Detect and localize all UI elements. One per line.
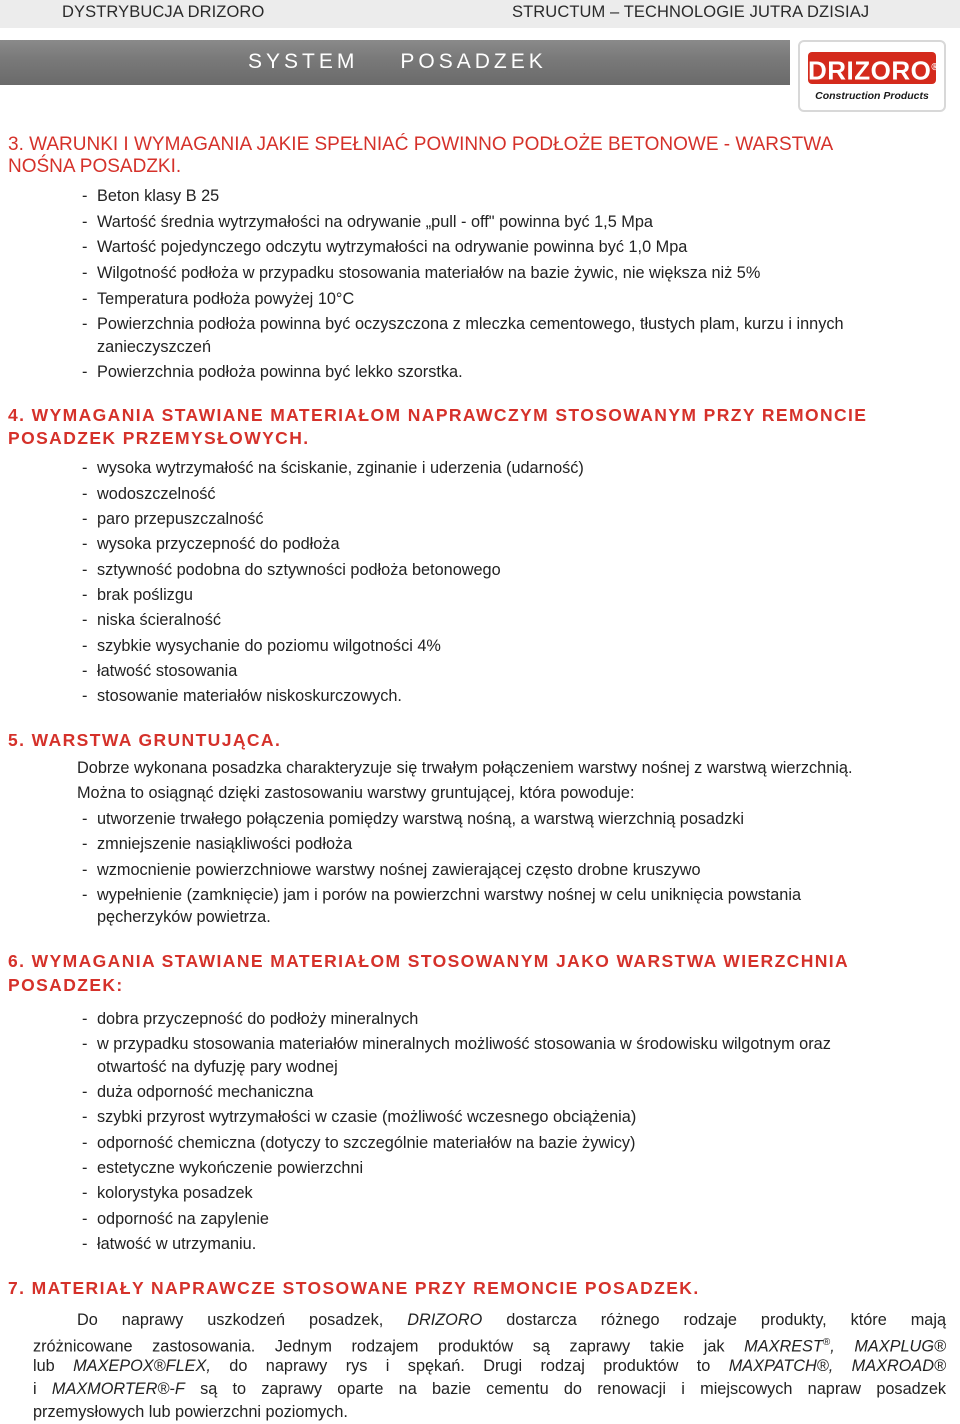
drizoro-logo <box>798 40 946 112</box>
header-left-text: DYSTRYBUCJA DRIZORO <box>62 3 265 21</box>
section6-title-line1: 6. WYMAGANIA STAWIANE MATERIAŁOM STOSOWANYM JAKO WARSTWA WIERZCHNIA <box>8 951 850 971</box>
section5-paragraph-2: Można to osiągnąć dzięki zastosowaniu warstwy gruntującej, która powoduje: <box>77 784 635 802</box>
header-right-text: STRUCTUM – TECHNOLOGIE JUTRA DZISIAJ <box>512 3 870 21</box>
section3-title-line2: NOŚNA POSADZKI. <box>8 156 182 177</box>
section4-title-line2: POSADZEK PRZEMYSŁOWYCH. <box>8 428 310 448</box>
section5-title: 5. WARSTWA GRUNTUJĄCA. <box>8 730 282 750</box>
top-header-bar <box>0 0 960 28</box>
brand-drizoro: DRIZORO <box>407 1311 483 1329</box>
logo-name-text: DRIZORO <box>808 55 932 86</box>
section7-line-1: Do naprawy uszkodzeń posadzek, DRIZORO dostarcza różnego rodzaje produkty, które mają <box>77 1311 947 1329</box>
product-maxrest: MAXREST <box>744 1337 823 1356</box>
product-maxplug: , MAXPLUG® <box>830 1337 946 1356</box>
section7-line-3: lub MAXEPOX®FLEX, do naprawy rys i spękań. Drugi rodzaj produktów to MAXPATCH®, MAXROAD® <box>33 1357 946 1375</box>
banner-word-system: SYSTEM <box>248 50 359 73</box>
section7-line-2: zróżnicowane zastosowania. Jednym rodzajem produktów są zaprawy takie jak MAXREST®, MAXPLUG® <box>33 1337 946 1356</box>
logo-name <box>808 52 940 86</box>
logo-tagline: Construction Products <box>815 90 929 102</box>
section7-line-4: i MAXMORTER®-F są to zaprawy oparte na bazie cementu do renowacji i miejscowych napraw posadzek <box>33 1380 947 1398</box>
banner-title <box>248 50 589 74</box>
banner-word-posadzek: POSADZEK <box>400 50 547 73</box>
product-maxepox-flex: MAXEPOX®FLEX, <box>73 1357 211 1375</box>
section7-line-5: przemysłowych lub powierzchni poziomych. <box>33 1403 348 1421</box>
section6-title-line2: POSADZEK: <box>8 975 124 995</box>
logo-registered-mark: ® <box>931 62 940 73</box>
section7-title: 7. MATERIAŁY NAPRAWCZE STOSOWANE PRZY REMONCIE POSADZEK. <box>8 1278 700 1298</box>
product-maxpatch-maxroad: MAXPATCH®, MAXROAD® <box>728 1357 946 1375</box>
section4-title-line1: 4. WYMAGANIA STAWIANE MATERIAŁOM NAPRAWCZYM STOSOWANYM PRZY REMONCIE <box>8 405 868 425</box>
system-banner <box>0 40 790 85</box>
section3-title-line1: 3. WARUNKI I WYMAGANIA JAKIE SPEŁNIAĆ POWINNO PODŁOŻE BETONOWE - WARSTWA <box>8 134 834 155</box>
product-maxmorter-f: MAXMORTER®-F <box>51 1380 185 1398</box>
section5-paragraph-1: Dobrze wykonana posadzka charakteryzuje się trwałym połączeniem warstwy nośnej z warstwą wierzchnią. <box>77 759 853 777</box>
